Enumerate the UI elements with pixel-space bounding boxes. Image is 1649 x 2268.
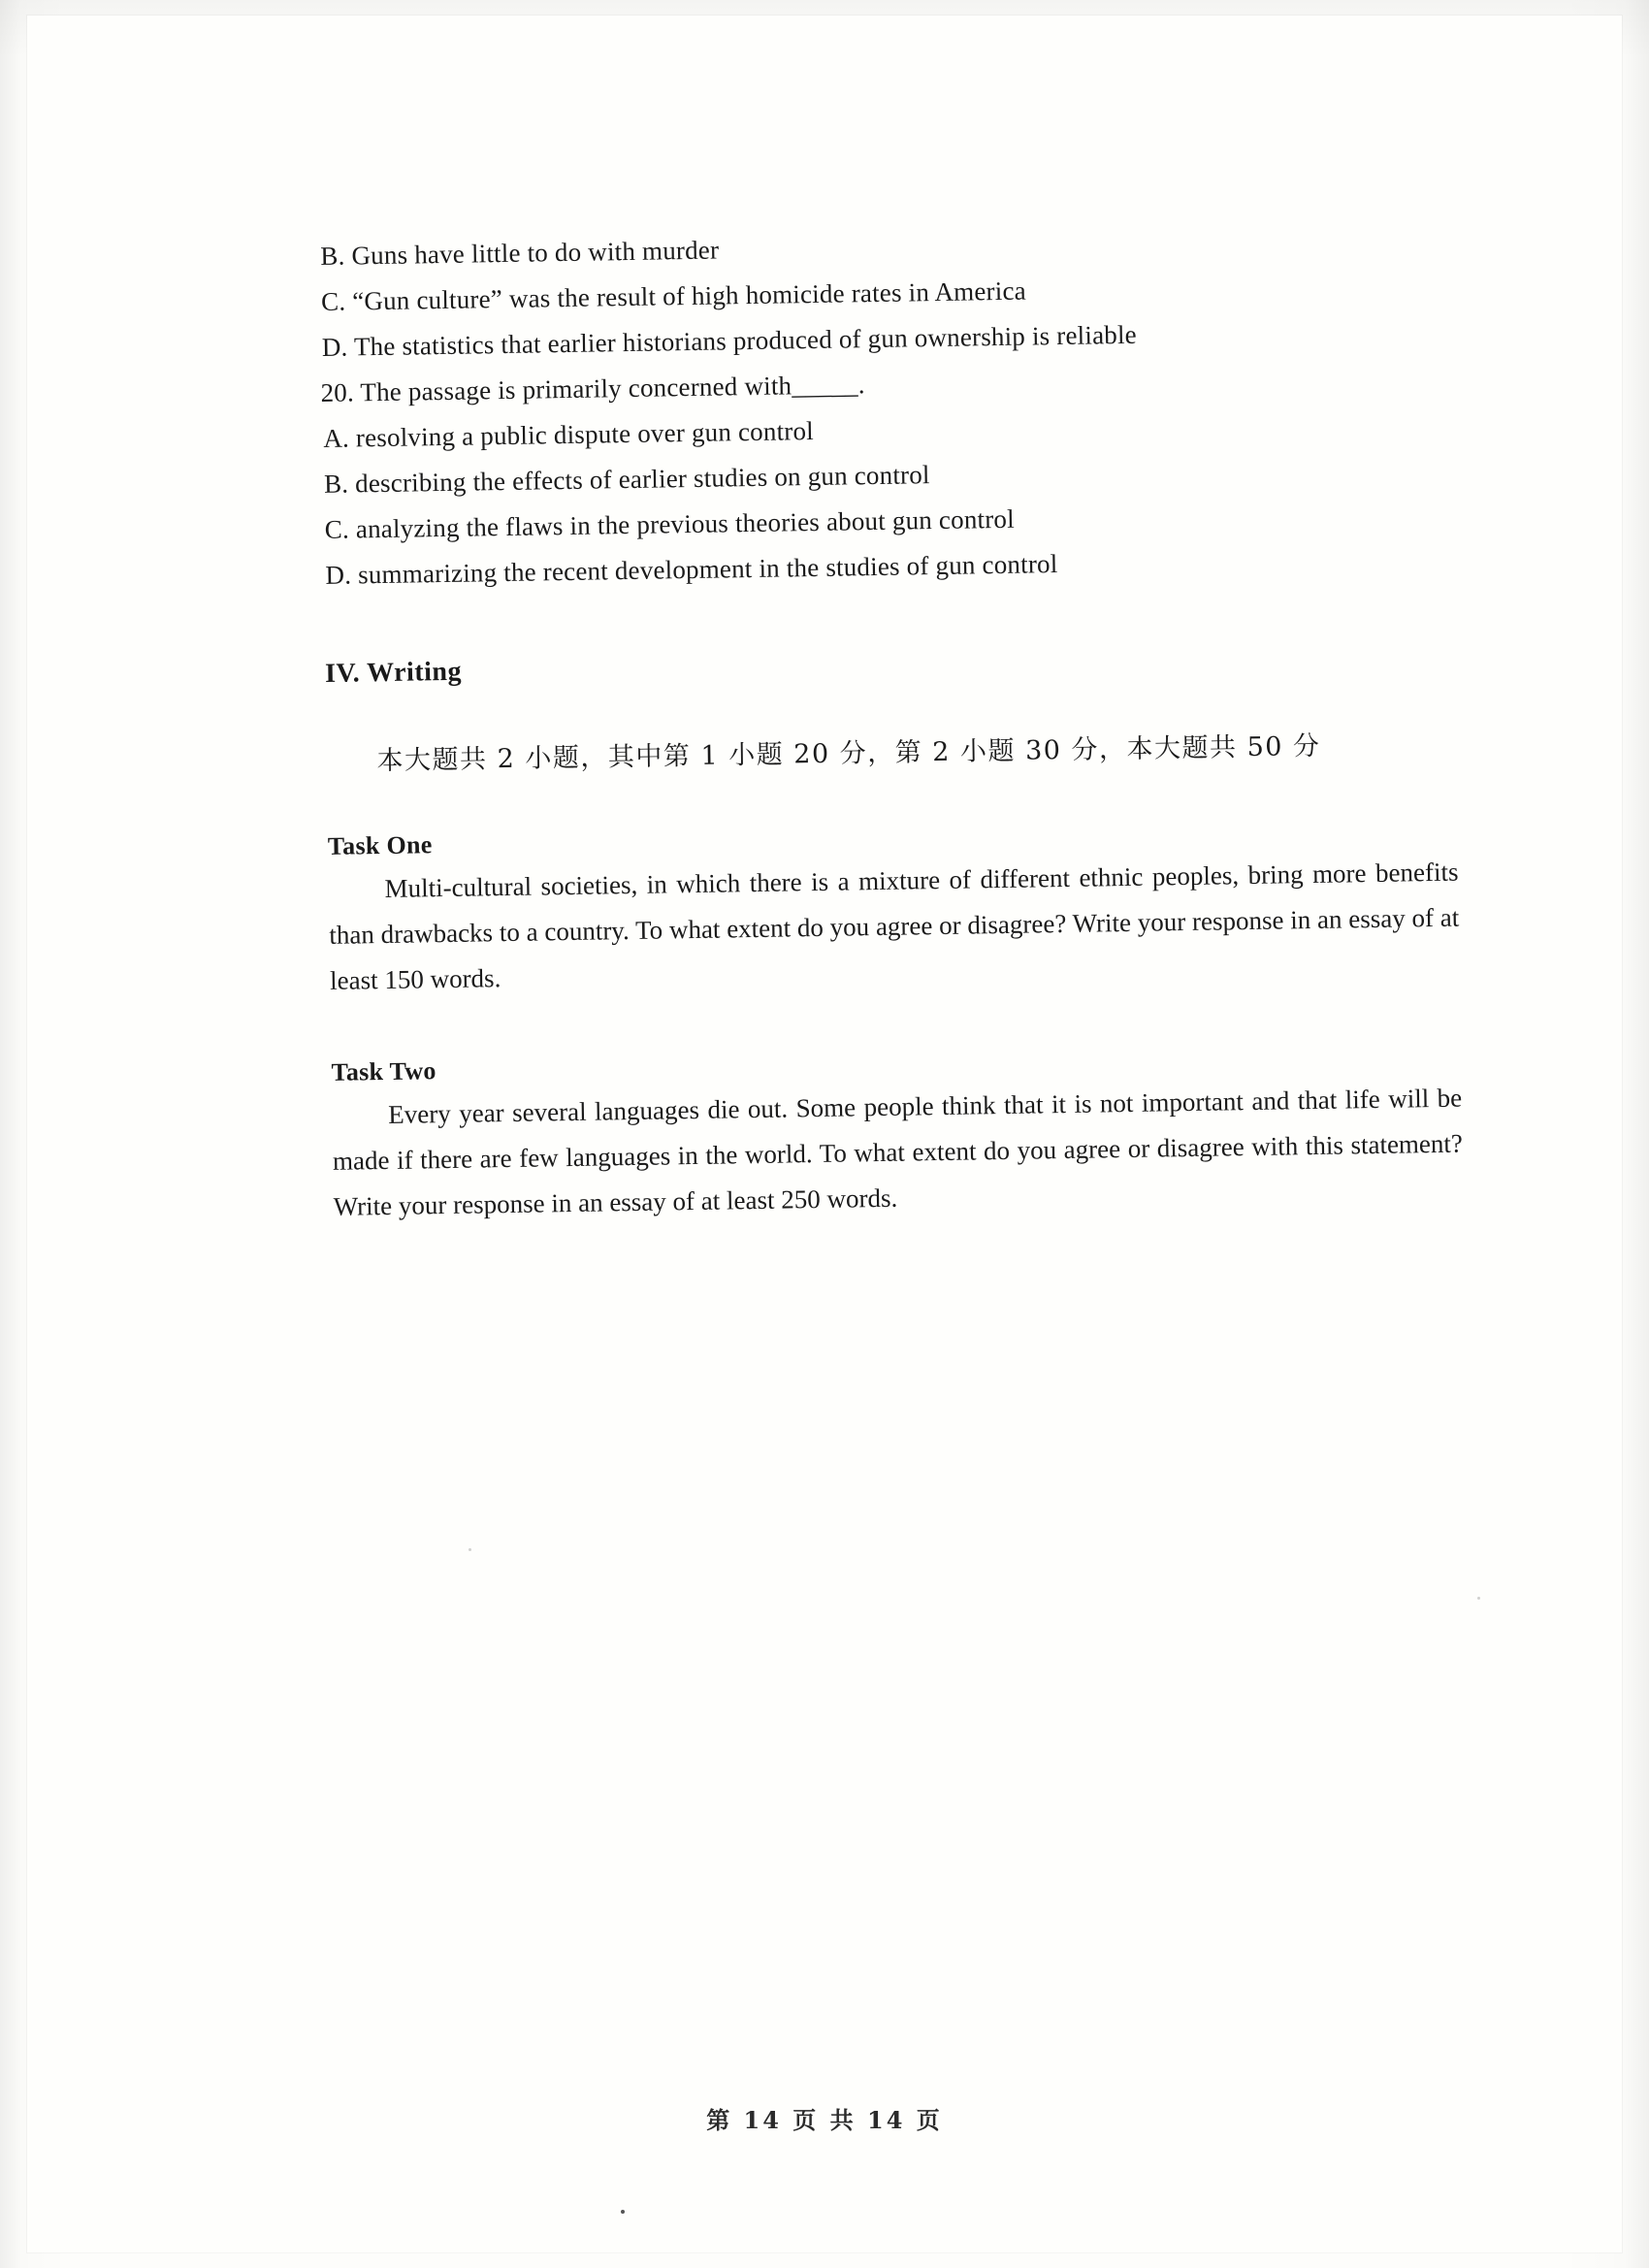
task-one-heading: Task One (327, 830, 433, 860)
ink-speck (1477, 1597, 1480, 1600)
section-instruction-chinese: 本大题共 2 小题，其中第 1 小题 20 分，第 2 小题 30 分，本大题共 50 分 (376, 730, 1321, 777)
question-20-stem: 20. The passage is primarily concerned with_____. (320, 370, 865, 407)
option-d-q19: D. The statistics that earlier historians produced of gun ownership is reliable (321, 319, 1138, 362)
paper-sheet (27, 16, 1622, 2252)
question-20-option-c: C. analyzing the flaws in the previous theories about gun control (324, 503, 1016, 544)
page-footer: 第 14 页 共 14 页 (706, 2106, 943, 2134)
ink-speck (621, 2210, 625, 2214)
task-two-heading: Task Two (331, 1056, 436, 1086)
task-two-body: Every year several languages die out. Some people think that it is not important and that life will be made if there are few languages in the world. To what extent do you agree or disagree with this statement? Write your response in an essay of at least 250 words. (332, 1083, 1464, 1221)
page-content (318, 215, 1488, 1230)
question-20-option-a: A. resolving a public dispute over gun control (323, 416, 815, 453)
question-20-option-d: D. summarizing the recent development in the studies of gun control (325, 549, 1058, 590)
task-one-body: Multi-cultural societies, in which there is a mixture of different ethnic peoples, bring more benefits than drawbacks to a country. To what extent do you agree or disagree? Write your response in an essay of at least 150 words. (329, 857, 1460, 995)
ink-speck (469, 1548, 471, 1551)
section-heading-writing: IV. Writing (324, 656, 463, 689)
question-20-option-b: B. describing the effects of earlier studies on gun control (323, 460, 930, 499)
option-c-q19: C. “Gun culture” was the result of high homicide rates in America (320, 275, 1027, 316)
option-b-q19: B. Guns have little to do with murder (320, 235, 720, 271)
